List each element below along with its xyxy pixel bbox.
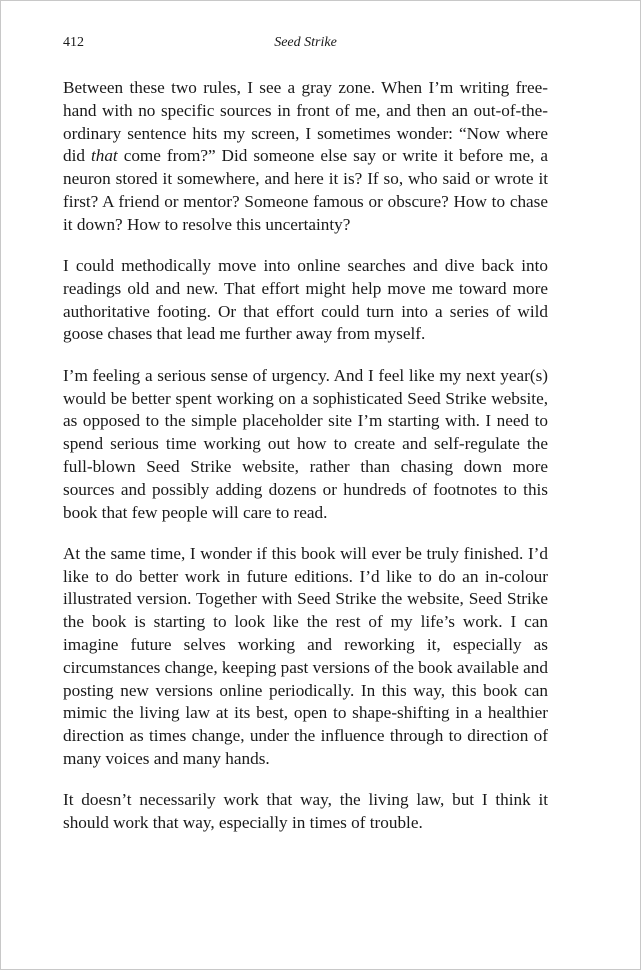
paragraph: I could methodically move into online searches and dive back into readings old and new. That effort might help move me toward more authoritative footing. Or that effort could turn into a series of wild goose chases that lead me further away from myself. [63, 256, 548, 344]
page-number: 412 [63, 35, 84, 50]
paragraph: At the same time, I wonder if this book will ever be truly finished. I’d like to do better work in future editions. I’d like to do an in-colour illustrated version. Together with Seed Strike the website, Seed Strike the book is starting to look like the rest of my life’s work. I can imagine future selves working and reworking it, especially as circumstances change, keeping past versions of the book available and posting new versions online periodically. In this way, this book can mimic the living law at its best, open to shape-shifting in a healthier direction as times change, under the influence through to direction of many voices and many hands. [63, 543, 548, 769]
body-text [63, 77, 548, 853]
page-header [63, 35, 548, 55]
paragraph: Between these two rules, I see a gray zone. When I’m writing free-hand with no specific sources in front of me, and then an out-of-the-ordinary sentence hits my screen, I sometimes wonder: “Now where did that come from?” Did someone else say or write it before me, a neuron stored it somewhere, and here it is? If so, who said or wrote it first? A friend or mentor? Someone famous or obscure? How to chase it down? How to resolve this uncertainty? [63, 78, 548, 234]
emphasized-word: that [90, 146, 118, 166]
paragraph: It doesn’t necessarily work that way, the living law, but I think it should work that way, especially in times of trouble. [63, 790, 548, 833]
paragraph: I’m feeling a serious sense of urgency. And I feel like my next year(s) would be better spent working on a sophisticated Seed Strike website, as opposed to the simple placeholder site I’m starting with. I need to spend serious time working out how to create and self-regulate the full-blown Seed Strike website, rather than chasing down more sources and possibly adding dozens or hundreds of footnotes to this book that few people will care to read. [63, 365, 548, 522]
running-title: Seed Strike [274, 35, 337, 50]
